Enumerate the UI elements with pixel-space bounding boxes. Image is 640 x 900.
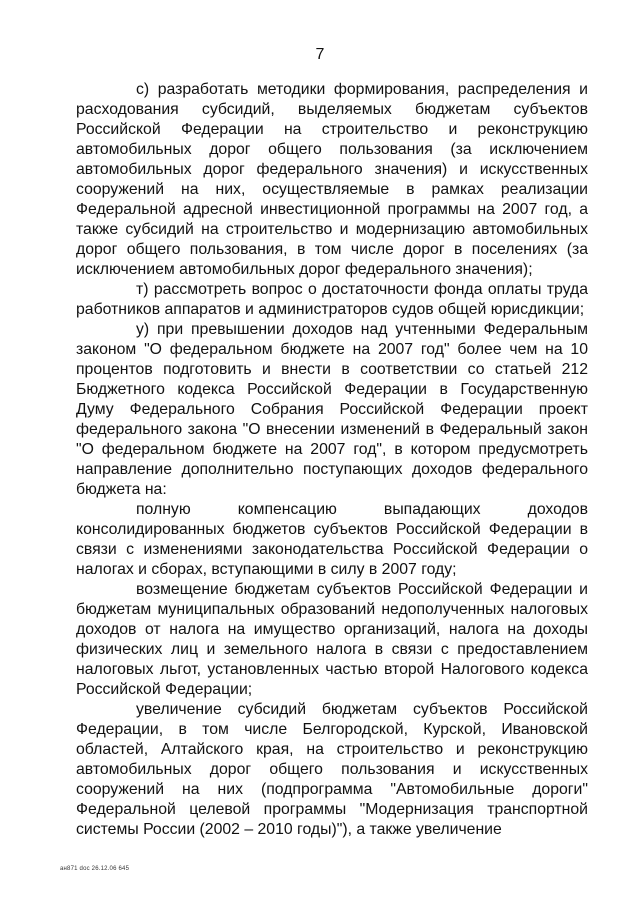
- paragraph-reimbursement: возмещение бюджетам субъектов Российской Федерации и бюджетам муниципальных образований недополученных налоговых доходов от налога на имущество организаций, налога на доходы физических лиц и земельного налога в связи с предоставлением налоговых льгот, установленных частью второй Налогового кодекса Российской Федерации;: [76, 581, 588, 698]
- document-footer-reference: ан871 doc 26.12.06 645: [60, 866, 130, 872]
- page-number: 7: [315, 46, 325, 63]
- document-body: [76, 80, 588, 840]
- paragraph-item-s: с) разработать методики формирования, распределения и расходования субсидий, выделяемых бюджетам субъектов Российской Федерации на строительство и реконструкцию автомобильных дорог общего пользования (за исключением автомобильных дорог федерального значения) и искусственных сооружений на них, осуществляемые в рамках реализации Федеральной адресной инвестиционной программы на 2007 год, а также субсидий на строительство и модернизацию автомобильных дорог общего пользования, в том числе дорог в поселениях (за исключением автомобильных дорог федерального значения);: [76, 81, 588, 278]
- paragraph-item-t: т) рассмотреть вопрос о достаточности фонда оплаты труда работников аппаратов и администраторов судов общей юрисдикции;: [76, 281, 588, 318]
- paragraph-full-compensation: полную компенсацию выпадающих доходов консолидированных бюджетов субъектов Российской Федерации в связи с изменениями законодательства Российской Федерации о налогах и сборах, вступающими в силу в 2007 году;: [76, 501, 588, 578]
- paragraph-subsidy-increase: увеличение субсидий бюджетам субъектов Российской Федерации, в том числе Белгородской, Курской, Ивановской областей, Алтайского края, на строительство и реконструкцию автомобильных дорог общего пользования и искусственных сооружений на них (подпрограмма "Автомобильные дороги" Федеральной целевой программы "Модернизация транспортной системы России (2002 – 2010 годы)"), а также увеличение: [76, 701, 588, 838]
- paragraph-item-u: у) при превышении доходов над учтенными Федеральным законом "О федеральном бюджете на 2007 год" более чем на 10 процентов подготовить и внести в соответствии со статьей 212 Бюджетного кодекса Российской Федерации в Государственную Думу Федерального Собрания Российской Федерации проект федерального закона "О внесении изменений в Федеральный закон "О федеральном бюджете на 2007 год", в котором предусмотреть направление дополнительно поступающих доходов федерального бюджета на:: [76, 321, 588, 498]
